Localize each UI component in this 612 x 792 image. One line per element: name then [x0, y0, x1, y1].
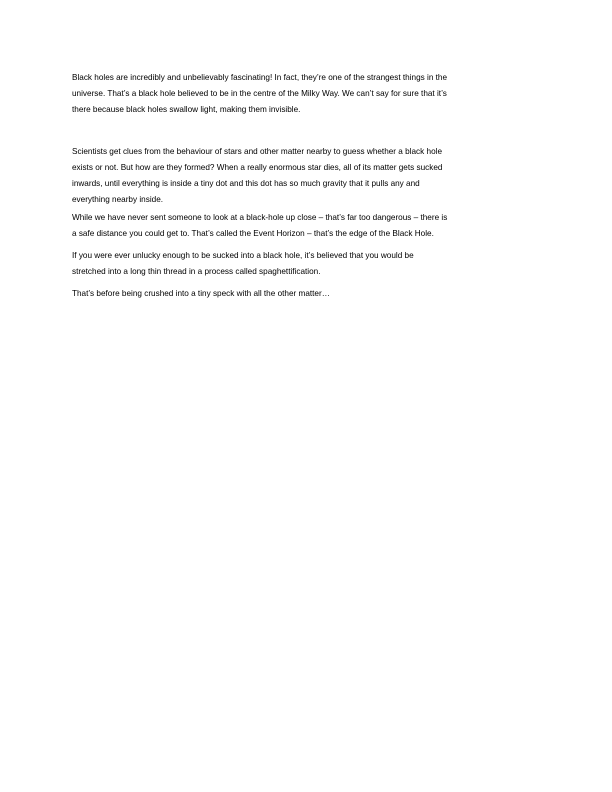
text-line: a safe distance you could get to. That’s called the Event Horizon – that’s the edge of the Black Hole.	[72, 229, 434, 238]
text-line: exists or not. But how are they formed? When a really enormous star dies, all of its matter gets sucked	[72, 163, 443, 172]
paragraph-conclusion	[72, 286, 542, 302]
text-line: That’s before being crushed into a tiny speck with all the other matter…	[72, 289, 330, 298]
text-line: Black holes are incredibly and unbelievably fascinating! In fact, they’re one of the strangest things in the	[72, 73, 448, 82]
text-line: inwards, until everything is inside a tiny dot and this dot has so much gravity that it pulls any and	[72, 179, 420, 188]
paragraph-intro	[72, 70, 542, 118]
text-line: While we have never sent someone to look at a black-hole up close – that’s far too dangerous – there is	[72, 213, 448, 222]
text-line: If you were ever unlucky enough to be sucked into a black hole, it’s believed that you would be	[72, 251, 414, 260]
paragraph-formation	[72, 144, 542, 208]
paragraph-spaghettification	[72, 248, 542, 280]
paragraph-event-horizon	[72, 210, 542, 242]
text-line: stretched into a long thin thread in a process called spaghettification.	[72, 267, 321, 276]
text-line: universe. That’s a black hole believed to be in the centre of the Milky Way. We can’t say for sure that it’s	[72, 89, 447, 98]
text-line: Scientists get clues from the behaviour of stars and other matter nearby to guess whether a black hole	[72, 147, 443, 156]
text-line: there because black holes swallow light, making them invisible.	[72, 105, 301, 114]
text-line: everything nearby inside.	[72, 195, 164, 204]
